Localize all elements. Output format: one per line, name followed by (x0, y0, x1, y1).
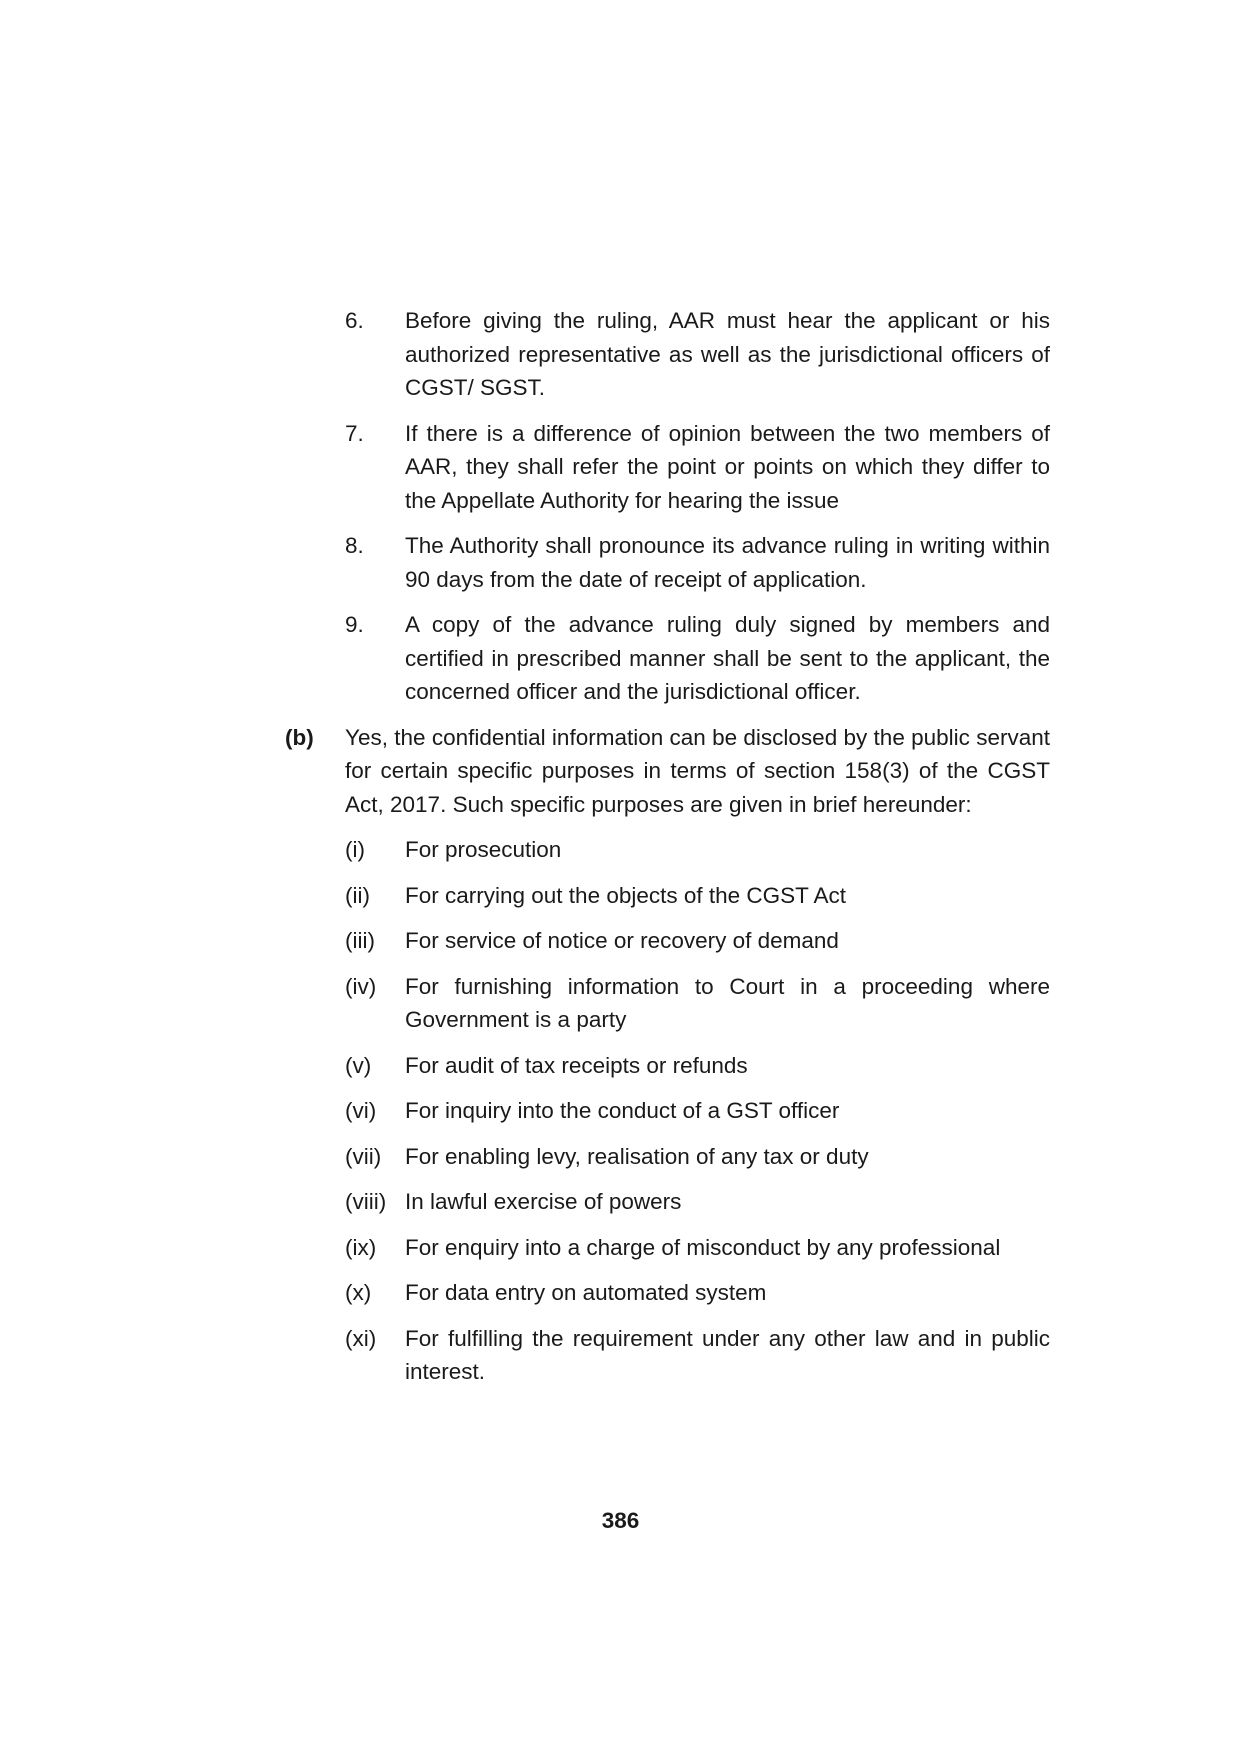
roman-list-item (345, 1322, 1050, 1389)
item-number: 7. (345, 420, 364, 446)
roman-list-item (345, 1231, 1050, 1265)
section-b (285, 721, 1050, 822)
roman-list-item (345, 833, 1050, 867)
roman-marker: (xi) (345, 1325, 377, 1351)
roman-text: For prosecution (405, 837, 562, 862)
roman-marker: (ix) (345, 1234, 377, 1260)
roman-text: For enquiry into a charge of misconduct by any professional (405, 1234, 1001, 1260)
roman-text: In lawful exercise of powers (405, 1189, 682, 1214)
page-content (285, 304, 1050, 1401)
numbered-item (345, 608, 1050, 709)
roman-list-item (345, 924, 1050, 958)
roman-marker: (viii) (345, 1189, 387, 1214)
section-b-marker: (b) (285, 724, 314, 750)
item-text: Before giving the ruling, AAR must hear the applicant or his authorized representative as well as the jurisdictional officers of CGST/ SGST. (405, 308, 1050, 400)
roman-list-item (345, 1140, 1050, 1174)
roman-marker: (iv) (345, 973, 377, 999)
roman-list-item (345, 970, 1050, 1037)
numbered-item (345, 529, 1050, 596)
roman-marker: (i) (345, 837, 365, 862)
roman-marker: (vi) (345, 1098, 377, 1123)
roman-text: For carrying out the objects of the CGST Act (405, 882, 847, 908)
section-b-text: Yes, the confidential information can be disclosed by the public servant for certain specific purposes in terms of section 158(3) of the CGST Act, 2017. Such specific purposes are given in brief hereunder: (345, 724, 1050, 817)
item-number: 6. (345, 308, 364, 333)
item-number: 8. (345, 533, 364, 558)
numbered-item (345, 304, 1050, 405)
roman-list-item (345, 1049, 1050, 1083)
roman-marker: (iii) (345, 928, 375, 953)
roman-list-item (345, 1276, 1050, 1310)
item-text: A copy of the advance ruling duly signed by members and certified in prescribed manner shall be sent to the applicant, the concerned officer and the jurisdictional officer. (405, 612, 1050, 704)
roman-marker: (vii) (345, 1143, 382, 1169)
numbered-item (345, 417, 1050, 518)
roman-text: For inquiry into the conduct of a GST officer (405, 1098, 840, 1123)
roman-text: For enabling levy, realisation of any tax or duty (405, 1143, 869, 1169)
roman-text: For furnishing information to Court in a proceeding where Government is a party (405, 973, 1050, 1032)
item-number: 9. (345, 612, 364, 637)
page-number: 386 (601, 1508, 640, 1533)
item-text: If there is a difference of opinion between the two members of AAR, they shall refer the point or points on which they differ to the Appellate Authority for hearing the issue (405, 420, 1050, 513)
roman-text: For fulfilling the requirement under any other law and in public interest. (405, 1325, 1050, 1384)
roman-list-item (345, 1094, 1050, 1128)
roman-marker: (x) (345, 1280, 372, 1305)
roman-text: For data entry on automated system (405, 1280, 767, 1305)
roman-marker: (v) (345, 1052, 372, 1078)
item-text: The Authority shall pronounce its advance ruling in writing within 90 days from the date of receipt of application. (405, 533, 1050, 592)
roman-list-item (345, 1185, 1050, 1219)
roman-text: For service of notice or recovery of demand (405, 928, 839, 953)
roman-marker: (ii) (345, 882, 370, 908)
roman-text: For audit of tax receipts or refunds (405, 1052, 748, 1078)
roman-list-item (345, 879, 1050, 913)
